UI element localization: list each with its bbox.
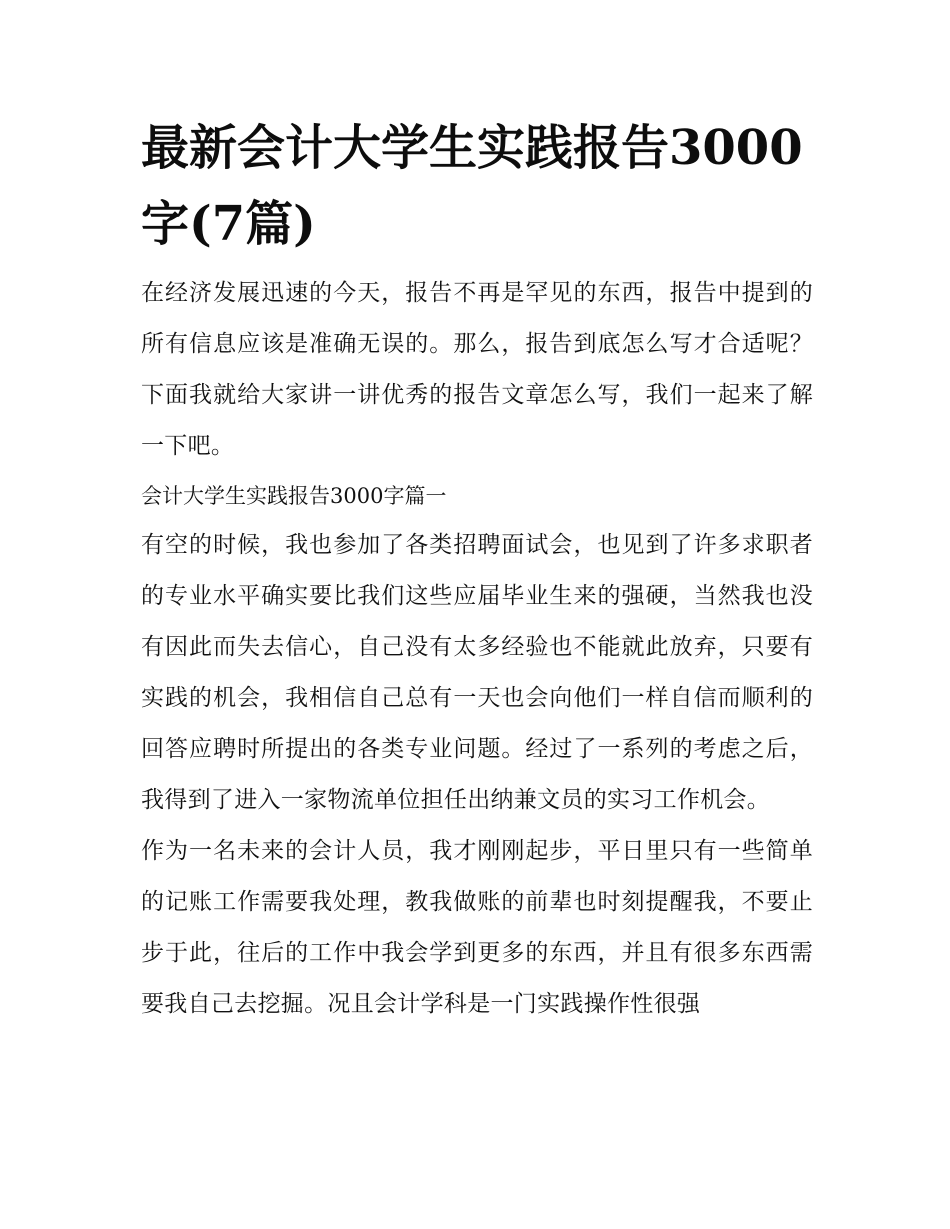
intro-paragraph: 在经济发展迅速的今天，报告不再是罕见的东西，报告中提到的所有信息应该是准确无误的。那么，报告到底怎么写才合适呢？下面我就给大家讲一讲优秀的报告文章怎么写，我们一起来了解一下吧。 [141,280,813,459]
body-paragraph-2: 作为一名未来的会计人员，我才刚刚起步，平日里只有一些简单的记账工作需要我处理，教我做账的前辈也时刻提醒我，不要止步于此，往后的工作中我会学到更多的东西，并且有很多东西需要我自己去挖掘。况且会计学科是一门实践操作性很强 [141,838,813,1017]
body-paragraph-1: 有空的时候，我也参加了各类招聘面试会，也见到了许多求职者的专业水平确实要比我们这些应届毕业生来的强硬，当然我也没有因此而失去信心，自己没有太多经验也不能就此放弃，只要有实践的机会，我相信自己总有一天也会向他们一样自信而顺利的回答应聘时所提出的各类专业问题。经过了一系列的考虑之后，我得到了进入一家物流单位担任出纳兼文员的实习工作机会。 [141,532,813,813]
document-body [141,110,813,1030]
document-title: 最新会计大学生实践报告3000字(7篇) [141,120,803,252]
section-heading: 会计大学生实践报告3000字篇一 [141,484,447,508]
